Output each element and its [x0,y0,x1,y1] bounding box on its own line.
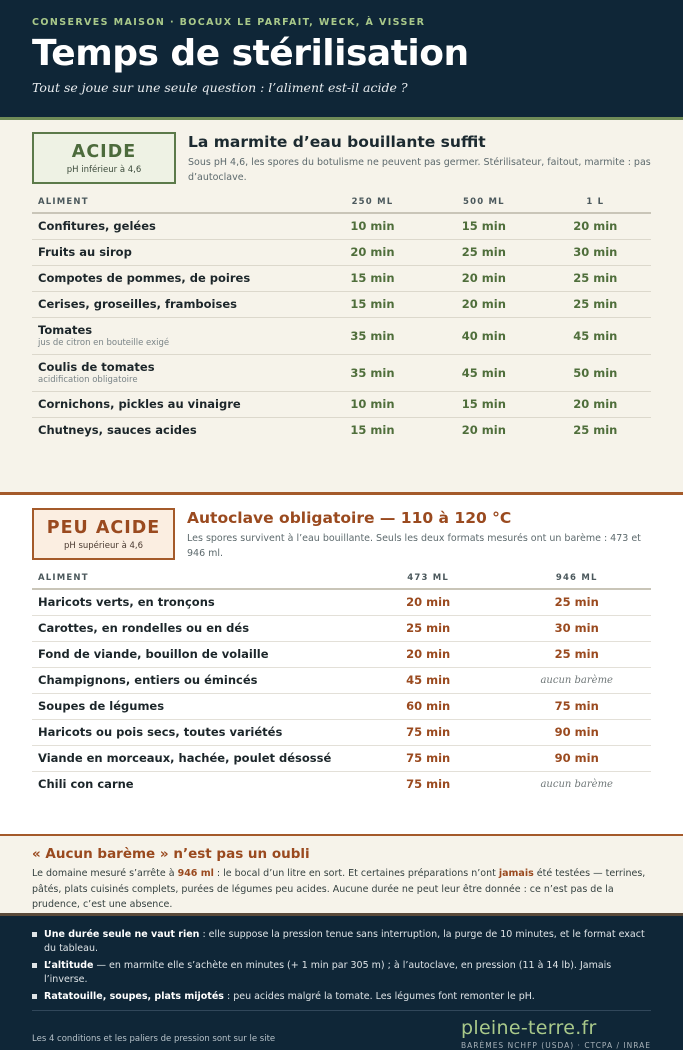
footer-bullet [32,959,651,987]
footer-divider [32,1010,651,1011]
callout-text-part: Le domaine mesuré s’arrête à [32,868,178,879]
food-name: Tomates [38,323,93,337]
acid-section-header [32,132,651,185]
food-name: Cerises, groseilles, framboises [38,297,237,311]
time-cell: 15 min [317,265,428,291]
acid-badge-subtitle: pH inférieur à 4,6 [66,164,142,175]
low-acid-section-description: Les spores survivent à l’eau bouillante. Seuls les deux formats mesurés ont un barème : 473 et 946 ml. [187,533,641,559]
footer-bullet-list [32,928,651,1004]
food-name: Chutneys, sauces acides [38,423,197,438]
time-cell: aucun barème [502,667,651,693]
bullet-square-icon [32,932,37,937]
food-cell [32,291,317,317]
food-cell [32,213,317,239]
table-row [32,693,651,719]
bullet-text: — en marmite elle s’achète en minutes (+ 1 min par 305 m) ; à l’autoclave, en pression (11 à 14 lb). Jamais l’inverse. [44,960,612,985]
low-acid-section-title: Autoclave obligatoire — 110 à 120 °C [187,509,512,527]
callout-text-part: été testées — terrines, pâtés, plats cuisinés complets, purées de légumes peu acides. Aucune durée ne peut leur être donnée : ce n’est pas de la prudence, c’est une absence. [32,868,646,910]
column-header: 250 ML [317,193,428,213]
time-cell: 60 min [354,693,503,719]
low-acid-badge-title: PEU ACIDE [46,517,161,538]
page-header [0,0,683,120]
bullet-square-icon [32,994,37,999]
table-row [32,291,651,317]
low-acid-section-text [187,508,651,561]
low-acid-table [32,569,651,797]
table-row [32,641,651,667]
table-row [32,317,651,354]
table-row [32,745,651,771]
time-cell: 75 min [502,693,651,719]
food-cell: Chili con carne [38,777,134,792]
callout-emphasis: 946 ml [177,868,214,879]
table-row [32,391,651,417]
callout-text [32,866,651,913]
header-kicker: CONSERVES MAISON · BOCAUX LE PARFAIT, WECK, À VISSER [32,17,426,28]
table-row [32,265,651,291]
low-acid-table-header [32,569,651,589]
time-cell: 15 min [317,291,428,317]
brand-link[interactable]: pleine-terre.fr [461,1017,597,1039]
time-cell: 75 min [354,745,503,771]
time-cell: 75 min [354,719,503,745]
time-cell: 10 min [317,391,428,417]
food-cell: Champignons, entiers ou émincés [32,667,354,693]
table-row [32,213,651,239]
column-header: 473 ML [354,569,503,589]
food-cell: Soupes de légumes [32,693,354,719]
acid-badge-title: ACIDE [71,141,137,162]
acid-table-header [32,193,651,213]
time-cell: 45 min [540,317,651,354]
time-cell: 25 min [502,641,651,667]
column-header: 1 L [540,193,651,213]
table-row [32,354,651,391]
footer-bottom [32,1017,651,1050]
footer-bullet [32,928,651,956]
acid-table [32,193,651,443]
time-cell: 45 min [428,354,539,391]
time-cell: 15 min [428,391,539,417]
callout-title: « Aucun barème » n’est pas un oubli [32,846,310,862]
time-cell: aucun barème [540,778,613,790]
table-row [32,239,651,265]
food-cell: Haricots ou pois secs, toutes variétés [32,719,354,745]
callout-text-part: : le bocal d’un litre en sort. Et certaines préparations n’ont [213,868,499,879]
time-cell: 45 min [354,667,503,693]
time-cell: 90 min [502,719,651,745]
time-cell: 20 min [317,239,428,265]
food-cell: Haricots verts, en tronçons [32,589,354,615]
section-spacer [0,465,683,492]
brand-sources: BARÈMES NCHFP (USDA) · CTCPA / INRAE [461,1041,651,1050]
bullet-text: : elle suppose la pression tenue sans interruption, la purge de 10 minutes, et le format exact du tableau. [44,929,645,954]
low-acid-badge [32,508,175,560]
time-cell: 15 min [428,213,539,239]
low-acid-section-header [32,508,651,561]
bullet-square-icon [32,963,37,968]
time-cell: 20 min [354,641,503,667]
time-cell: 15 min [350,423,395,438]
food-name: Compotes de pommes, de poires [38,271,251,285]
food-cell [32,317,317,354]
page-footer [0,916,683,1050]
food-note: jus de citron en bouteille exigé [38,338,170,348]
food-name: Confitures, gelées [38,219,156,234]
time-cell: 20 min [540,213,651,239]
column-header: 500 ML [428,193,539,213]
time-cell: 35 min [317,354,428,391]
low-acid-section [0,492,683,834]
callout-emphasis: jamais [498,868,534,879]
table-row [32,667,651,693]
food-name: Fruits au sirop [38,245,132,259]
food-cell [32,239,317,265]
time-cell: 20 min [461,423,506,438]
table-row [32,417,651,443]
time-cell: 75 min [406,777,451,792]
time-cell: 25 min [428,239,539,265]
time-cell: 30 min [502,615,651,641]
table-row [32,719,651,745]
column-header: ALIMENT [32,193,317,213]
time-cell: 25 min [502,589,651,615]
food-cell [32,417,317,443]
time-cell: 20 min [428,265,539,291]
time-cell: 35 min [317,317,428,354]
acid-section-description: Sous pH 4,6, les spores du botulisme ne peuvent pas germer. Stérilisateur, faitout, marmite : pas d’autoclave. [188,157,651,183]
food-cell [32,265,317,291]
time-cell: 20 min [540,391,651,417]
time-cell: 40 min [428,317,539,354]
brand-block [461,1017,651,1050]
table-row [32,589,651,615]
acid-section-text [188,132,651,185]
food-cell: Fond de viande, bouillon de volaille [32,641,354,667]
time-cell: 20 min [354,589,503,615]
no-schedule-callout [0,834,683,916]
bullet-heading: Une durée seule ne vaut rien [44,929,200,940]
time-cell: 25 min [354,615,503,641]
time-cell: 25 min [540,265,651,291]
food-cell: Viande en morceaux, hachée, poulet désossé [32,745,354,771]
time-cell: 25 min [573,423,618,438]
food-cell [32,391,317,417]
time-cell: 10 min [317,213,428,239]
bullet-text: : peu acides malgré la tomate. Les légumes font remonter le pH. [223,991,535,1002]
time-cell: 90 min [502,745,651,771]
bullet-heading: Ratatouille, soupes, plats mijotés [44,991,224,1002]
time-cell: 25 min [540,291,651,317]
footer-bullet [32,990,651,1004]
food-name: Cornichons, pickles au vinaigre [38,397,241,411]
time-cell: 50 min [540,354,651,391]
food-note: acidification obligatoire [38,375,138,385]
column-header: ALIMENT [32,569,354,589]
footer-note: Les 4 conditions et les paliers de pression sont sur le site [32,1034,276,1044]
time-cell: 20 min [428,291,539,317]
low-acid-badge-subtitle: pH supérieur à 4,6 [63,540,144,551]
table-row [32,615,651,641]
food-cell: Carottes, en rondelles ou en dés [32,615,354,641]
column-header: 946 ML [502,569,651,589]
acid-badge [32,132,176,184]
food-cell [32,354,317,391]
time-cell: 30 min [540,239,651,265]
page-subtitle: Tout se joue sur une seule question : l’aliment est-il acide ? [32,80,408,95]
table-row [32,771,651,797]
acid-section-title: La marmite d’eau bouillante suffit [188,133,486,151]
bullet-heading: L’altitude [44,960,94,971]
food-name: Coulis de tomates [38,360,155,374]
acid-section [0,120,683,465]
page-title: Temps de stérilisation [32,33,469,74]
